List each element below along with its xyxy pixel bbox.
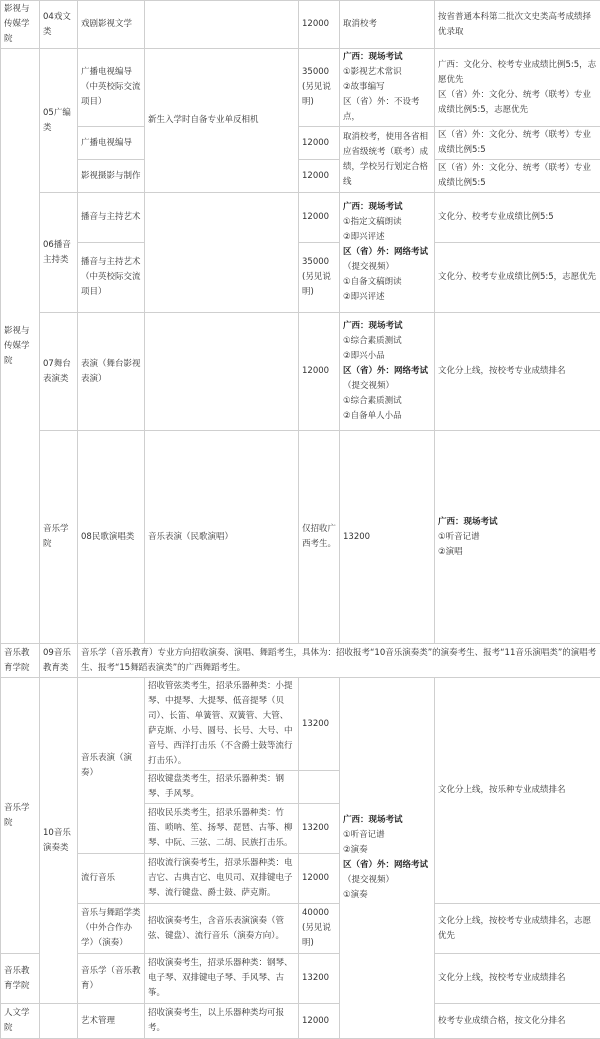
category-cell: 10音乐演奏类 [40,678,78,1004]
note-cell: 招收键盘类考生，招录乐器种类：钢琴、手风琴。 [145,771,299,804]
major-cell: 广播电视编导 [78,127,145,160]
major-cell: 音乐学（音乐教育） [78,954,145,1004]
rule-cell: 文化分上线，按校考专业成绩排名 [435,954,600,1004]
table-row [1,431,600,644]
major-cell: 艺术管理 [78,1004,145,1039]
exam-cell: 取消校考，使用各省相应省级统考（联考）成绩，学校另行划定合格线 [340,127,435,193]
major-cell: 音乐与舞蹈学类（中外合作办学）（演奏） [78,904,145,954]
category-cell [40,1004,78,1039]
table-row [1,1004,600,1039]
fee-cell: 35000(另见说明) [299,49,340,127]
category-cell: 07舞台表演类 [40,313,78,431]
note-cell: 招收演奏考生，含音乐表演演奏（管弦、键盘）、流行音乐（演奏方向）。 [145,904,299,954]
fee-cell: 13200 [340,431,435,644]
exam-cell: 广西：现场考试 ①指定文稿朗读 ②即兴评述 区（省）外：网络考试 （提交视频） ①自备文稿朗读 ②即兴评述 [340,193,435,313]
table-row [1,49,600,127]
note-cell: 招收演奏考生，招录乐器种类：钢琴、电子琴、双排键电子琴、手风琴、古筝。 [145,954,299,1004]
note-cell [145,313,299,431]
table-row [1,954,600,1004]
note-cell: 招收民乐类考生，招录乐器种类：竹笛、唢呐、笙、扬琴、琵琶、古筝、柳琴、中阮、三弦、二胡、民族打击乐。 [145,804,299,854]
college-cell: 影视与传媒学院 [1,49,40,644]
fee-cell: 12000 [299,1004,340,1039]
fee-cell: 12000 [299,160,340,193]
table-row [1,313,600,431]
rule-cell: 校考专业成绩合格，按文化分排名 [435,1004,600,1039]
fee-cell: 40000(另见说明) [299,904,340,954]
table-row [1,644,600,678]
fee-cell: 13200 [299,804,340,854]
rule-cell: 按省普通本科第二批次文史类高考成绩择优录取 [435,1,600,49]
table-row [1,243,600,313]
category-cell: 09音乐教育类 [40,644,78,678]
fee-cell: 12000 [299,854,340,904]
college-cell: 音乐学院 [1,678,40,954]
college-cell: 音乐教育学院 [1,954,40,1004]
major-cell: 表演（舞台影视表演） [78,313,145,431]
category-cell: 06播音主持类 [40,193,78,313]
rule-cell: 文化分上线，按校考专业成绩排名 [435,313,600,431]
rule-cell: 广西：文化分、校考专业成绩比例5:5，志愿优先 区（省）外：文化分、统考（联考）专业成绩比例5:5，志愿优先 [435,49,600,127]
category-cell: 05广编类 [40,49,78,193]
fee-cell: 13200 [299,678,340,771]
fee-cell: 12000 [299,127,340,160]
college-cell: 音乐学院 [40,431,78,644]
category-cell: 04戏文类 [40,1,78,49]
fee-cell: 35000(另见说明) [299,243,340,313]
note-cell [145,193,299,313]
note-cell: 招收演奏考生，以上乐器种类均可报考。 [145,1004,299,1039]
rule-cell: 文化分上线，按校考专业成绩排名，志愿优先 [435,904,600,954]
rule-cell: 区（省）外：文化分、统考（联考）专业成绩比例5:5 [435,160,600,193]
category-cell: 08民歌演唱类 [78,431,145,644]
major-cell: 影视摄影与制作 [78,160,145,193]
fee-cell: 13200 [299,954,340,1004]
note-cell: 招收管弦类考生，招录乐器种类：小提琴、中提琴、大提琴、低音提琴（贝司）、长笛、单簧管、双簧管、大管、萨克斯、小号、圆号、长号、大号、中音号、西洋打击乐（不含爵士鼓等流行打击乐）。 [145,678,299,771]
major-cell: 音乐表演（演奏） [78,678,145,854]
rule-cell: 文化分上线，按乐种专业成绩排名 [435,678,600,904]
fee-cell: 12000 [299,1,340,49]
note-cell [145,1,299,49]
rule-cell: 区（省）外：文化分、统考（联考）专业成绩比例5:5 [435,127,600,160]
major-cell: 戏剧影视文学 [78,1,145,49]
rule-cell: 文化分、校考专业成绩比例5:5，志愿优先 [435,243,600,313]
note-cell: 新生入学时自备专业单反相机 [145,49,299,193]
rule-cell: 文化分、校考专业成绩比例5:5 [435,193,600,243]
major-cell: 音乐表演（民歌演唱） [145,431,299,644]
note-cell: 招收流行演奏考生，招录乐器种类：电吉它、古典吉它、电贝司、双排键电子琴、流行键盘、爵士鼓、萨克斯。 [145,854,299,904]
exam-cell: 广西：现场考试 ①影视艺术常识 ②故事编写 区（省）外：不设考点， [340,49,435,127]
fee-cell: 12000 [299,193,340,243]
fee-cell [299,771,340,804]
college-cell: 影视与传媒学院 [1,1,40,49]
major-cell: 播音与主持艺术（中英校际交流项目） [78,243,145,313]
exam-cell: 广西：现场考试 ①综合素质测试 ②即兴小品 区（省）外：网络考试 （提交视频） ①综合素质测试 ②自备单人小品 [340,313,435,431]
college-cell: 人文学院 [1,1004,40,1039]
exam-cell: 取消校考 [340,1,435,49]
major-cell: 播音与主持艺术 [78,193,145,243]
major-cell: 广播电视编导（中英校际交流项目） [78,49,145,127]
exam-cell: 广西：现场考试 ①听音记谱 ②演唱 [435,431,600,644]
exam-cell: 广西：现场考试 ①听音记谱 ②演奏 区（省）外：网络考试 （提交视频） ①演奏 [340,678,435,1039]
fee-cell: 12000 [299,313,340,431]
major-cell: 流行音乐 [78,854,145,904]
table-row [1,678,600,771]
table-row [1,160,600,193]
college-cell: 音乐教育学院 [1,644,40,678]
table-row [1,1,600,49]
merged-note-cell: 音乐学（音乐教育）专业方向招收演奏、演唱、舞蹈考生，具体为：招收报考“10音乐演奏类”的演奏考生、报考“11音乐演唱类”的演唱考生、报考“15舞蹈表演类”的广西舞蹈考生。 [78,644,600,678]
table-row [1,127,600,160]
table-row [1,193,600,243]
table-row [1,904,600,954]
note-cell: 仅招收广西考生。 [299,431,340,644]
